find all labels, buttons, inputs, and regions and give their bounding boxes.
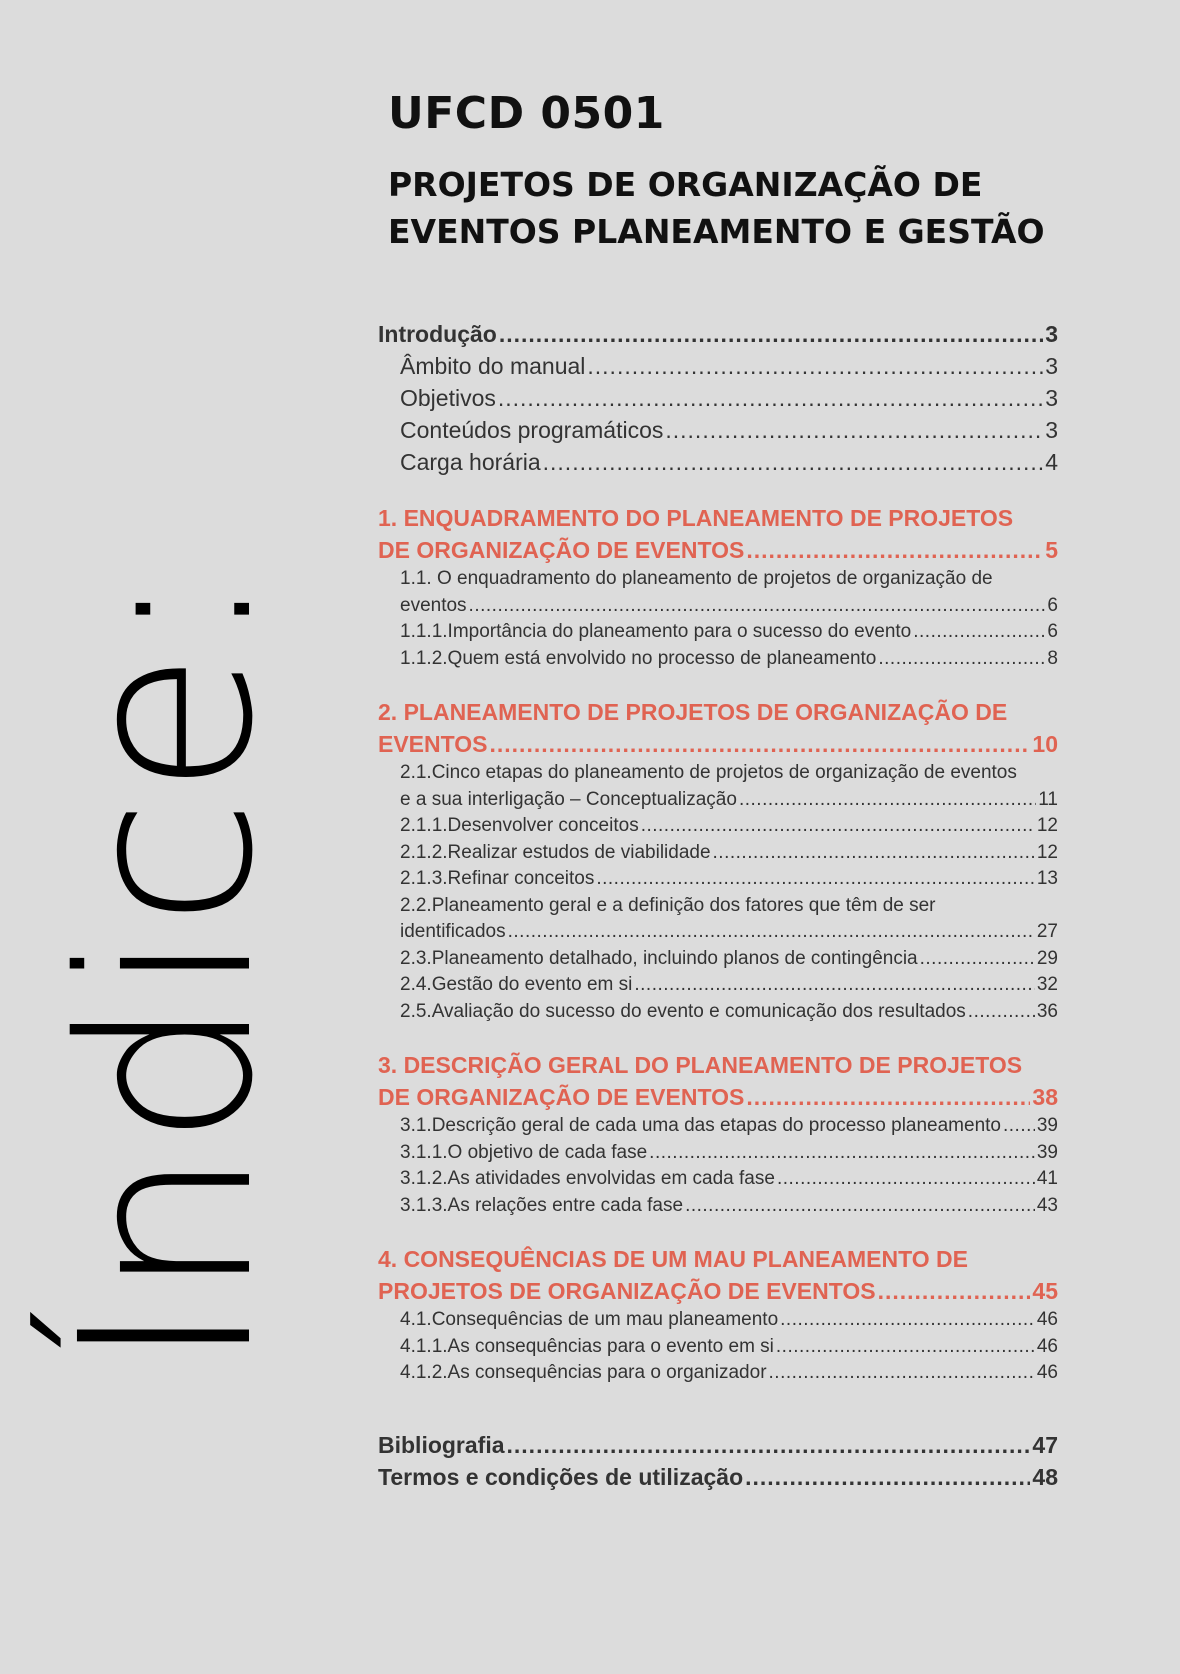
chapter-title-line-2: PROJETOS DE ORGANIZAÇÃO DE EVENTOS — [378, 1278, 876, 1304]
toc-chapter-4-items — [378, 1307, 1058, 1387]
toc-entry-label: Carga horária — [400, 449, 541, 475]
toc-page-number: 4 — [1045, 449, 1058, 475]
toc-page-number: 3 — [1045, 353, 1058, 379]
toc-page-number: 12 — [1036, 841, 1058, 863]
toc-entry-label-line-1: 1.1. O enquadramento do planeamento de projetos de organização de — [400, 568, 993, 589]
toc-entry-introducao[interactable] — [378, 318, 1058, 350]
dot-leader — [968, 999, 1035, 1026]
toc-page-number: 43 — [1036, 1194, 1058, 1216]
toc-entry-label: 4.1.2.As consequências para o organizador — [400, 1362, 767, 1383]
toc-page-number: 6 — [1047, 594, 1058, 616]
toc-page-number: 39 — [1036, 1141, 1058, 1163]
course-title-line-1: PROJETOS DE ORGANIZAÇÃO DE — [388, 165, 983, 204]
toc-entry-label-line-1: 2.2.Planeamento geral e a definição dos fatores que têm de ser — [400, 894, 936, 916]
toc-page-number: 3 — [1045, 321, 1058, 347]
dot-leader — [878, 646, 1045, 673]
toc-page-number: 3 — [1045, 417, 1058, 443]
toc-entry-label: 2.4.Gestão do evento em si — [400, 974, 633, 995]
toc-page-number: 48 — [1032, 1463, 1058, 1490]
toc-entry-4-1-2[interactable] — [400, 1360, 1058, 1387]
toc-entry-label-line-2: identificados — [400, 921, 506, 942]
toc-entry-1-1[interactable] — [400, 566, 1058, 619]
chapter-title-line-1: 2. PLANEAMENTO DE PROJETOS DE ORGANIZAÇÃO DE — [378, 699, 1008, 725]
chapter-title-line-2: EVENTOS — [378, 731, 488, 757]
dot-leader — [543, 446, 1044, 478]
document-header — [388, 88, 1108, 255]
toc-entry-label: 1.1.1.Importância do planeamento para o sucesso do evento — [400, 621, 912, 642]
toc-entry-2-1[interactable] — [400, 760, 1058, 813]
toc-entry-label-line-1: 2.1.Cinco etapas do planeamento de projetos de organização de eventos — [400, 762, 1017, 783]
toc-entry-1-1-1[interactable] — [400, 619, 1058, 646]
toc-page-number: 39 — [1036, 1115, 1058, 1136]
toc-entry-label: 3.1.Descrição geral de cada uma das etapas do processo planeamento — [400, 1115, 1001, 1136]
toc-entry-objetivos[interactable] — [378, 382, 1058, 414]
toc-page-number: 5 — [1045, 537, 1058, 563]
toc-entry-3-1[interactable] — [400, 1113, 1058, 1140]
toc-entry-4-1[interactable] — [400, 1307, 1058, 1334]
chapter-title-line-1: 3. DESCRIÇÃO GERAL DO PLANEAMENTO DE PROJETOS — [378, 1052, 1023, 1078]
dot-leader — [878, 1275, 1031, 1307]
toc-chapter-3[interactable] — [378, 1049, 1058, 1113]
toc-entry-2-4[interactable] — [400, 972, 1058, 999]
dot-leader — [913, 619, 1045, 646]
toc-entry-carga-horaria[interactable] — [378, 446, 1058, 478]
toc-page-number: 36 — [1036, 1000, 1058, 1022]
toc-entry-label: 2.5.Avaliação do sucesso do evento e comunicação dos resultados — [400, 1000, 966, 1022]
toc-chapter-1[interactable] — [378, 502, 1058, 566]
toc-page-number: 27 — [1036, 921, 1058, 942]
toc-entry-2-1-1[interactable] — [400, 813, 1058, 840]
toc-entry-label: 4.1.Consequências de um mau planeamento — [400, 1309, 779, 1330]
dot-leader — [746, 534, 1043, 566]
toc-chapter-2[interactable] — [378, 696, 1058, 760]
toc-page-number: 41 — [1036, 1168, 1058, 1189]
toc-entry-3-1-2[interactable] — [400, 1166, 1058, 1193]
toc-entry-label-line-2: e a sua interligação – Conceptualização — [400, 788, 737, 810]
dot-leader — [776, 1334, 1035, 1361]
toc-page-number: 46 — [1036, 1362, 1058, 1383]
toc-page-number: 46 — [1036, 1309, 1058, 1330]
dot-leader — [596, 866, 1035, 893]
dot-leader — [780, 1307, 1035, 1334]
chapter-title-line-2: DE ORGANIZAÇÃO DE EVENTOS — [378, 537, 745, 563]
toc-chapter-4[interactable] — [378, 1243, 1058, 1307]
toc-page-number: 6 — [1047, 621, 1058, 642]
toc-entry-2-1-2[interactable] — [400, 840, 1058, 867]
toc-entry-4-1-1[interactable] — [400, 1334, 1058, 1361]
dot-leader — [587, 350, 1043, 382]
toc-entry-label: 2.3.Planeamento detalhado, incluindo planos de contingência — [400, 947, 918, 969]
toc-entry-label: Objetivos — [400, 385, 496, 411]
dot-leader — [746, 1081, 1030, 1113]
toc-page-number: 46 — [1036, 1335, 1058, 1357]
dot-leader — [685, 1193, 1035, 1220]
toc-entry-label: 3.1.2.As atividades envolvidas em cada fase — [400, 1168, 775, 1189]
dot-leader — [498, 382, 1043, 414]
index-side-title: Índice: — [30, 566, 305, 1370]
dot-leader — [665, 414, 1043, 446]
toc-back-matter — [378, 1429, 1058, 1493]
dot-leader — [634, 972, 1034, 999]
toc-entry-2-3[interactable] — [400, 946, 1058, 973]
toc-entry-conteudos[interactable] — [378, 414, 1058, 446]
chapter-title-line-2: DE ORGANIZAÇÃO DE EVENTOS — [378, 1084, 745, 1110]
toc-page-number: 12 — [1036, 815, 1058, 836]
toc-entry-label: Termos e condições de utilização — [378, 1463, 744, 1490]
dot-leader — [713, 840, 1035, 867]
dot-leader — [777, 1166, 1035, 1193]
dot-leader — [745, 1461, 1030, 1493]
toc-page-number: 10 — [1032, 731, 1058, 757]
toc-entry-2-1-3[interactable] — [400, 866, 1058, 893]
course-title-line-2: EVENTOS PLANEAMENTO E GESTÃO — [388, 212, 1045, 251]
toc-entry-1-1-2[interactable] — [400, 646, 1058, 673]
toc-chapter-1-items — [378, 566, 1058, 672]
toc-entry-3-1-1[interactable] — [400, 1140, 1058, 1167]
toc-entry-label: Conteúdos programáticos — [400, 417, 664, 443]
toc-entry-label: 3.1.3.As relações entre cada fase — [400, 1194, 684, 1216]
dot-leader — [508, 919, 1035, 946]
dot-leader — [507, 1429, 1031, 1461]
dot-leader — [920, 946, 1035, 973]
toc-page-number: 29 — [1036, 947, 1058, 969]
toc-entry-label: 2.1.2.Realizar estudos de viabilidade — [400, 841, 711, 863]
toc-entry-label-line-2: eventos — [400, 594, 467, 616]
toc-page-number: 47 — [1032, 1431, 1058, 1458]
toc-entry-3-1-3[interactable] — [400, 1193, 1058, 1220]
dot-leader — [641, 813, 1035, 840]
dot-leader — [769, 1360, 1035, 1387]
dot-leader — [739, 787, 1036, 814]
toc-page-number: 8 — [1047, 647, 1058, 669]
dot-leader — [1003, 1113, 1035, 1140]
toc-page-number: 45 — [1032, 1278, 1058, 1304]
toc-entry-label: Âmbito do manual — [400, 353, 586, 379]
toc-page-number: 3 — [1045, 385, 1058, 411]
table-of-contents — [378, 318, 1058, 1493]
chapter-title-line-1: 4. CONSEQUÊNCIAS DE UM MAU PLANEAMENTO DE — [378, 1246, 968, 1272]
toc-page-number: 32 — [1036, 974, 1058, 995]
dot-leader — [649, 1140, 1035, 1167]
toc-entry-label: 4.1.1.As consequências para o evento em si — [400, 1335, 774, 1357]
toc-page-number: 11 — [1038, 788, 1058, 810]
course-code: UFCD 0501 — [388, 88, 665, 139]
toc-entry-label: 2.1.3.Refinar conceitos — [400, 868, 595, 889]
toc-entry-ambito[interactable] — [378, 350, 1058, 382]
toc-entry-label: 3.1.1.O objetivo de cada fase — [400, 1141, 648, 1163]
dot-leader — [469, 593, 1046, 620]
toc-entry-label: Bibliografia — [378, 1431, 505, 1458]
toc-entry-termos[interactable] — [378, 1461, 1058, 1493]
toc-entry-label: 2.1.1.Desenvolver conceitos — [400, 815, 639, 836]
toc-chapter-3-items — [378, 1113, 1058, 1219]
toc-entry-2-2[interactable] — [400, 893, 1058, 946]
toc-entry-2-5[interactable] — [400, 999, 1058, 1026]
toc-entry-label: Introdução — [378, 321, 497, 347]
toc-page-number: 13 — [1036, 868, 1058, 889]
toc-entry-label: 1.1.2.Quem está envolvido no processo de planeamento — [400, 647, 877, 669]
toc-chapter-2-items — [378, 760, 1058, 1025]
chapter-title-line-1: 1. ENQUADRAMENTO DO PLANEAMENTO DE PROJETOS — [378, 505, 1014, 531]
toc-entry-bibliografia[interactable] — [378, 1429, 1058, 1461]
dot-leader — [499, 318, 1043, 350]
toc-page-number: 38 — [1032, 1084, 1058, 1110]
dot-leader — [490, 728, 1031, 760]
